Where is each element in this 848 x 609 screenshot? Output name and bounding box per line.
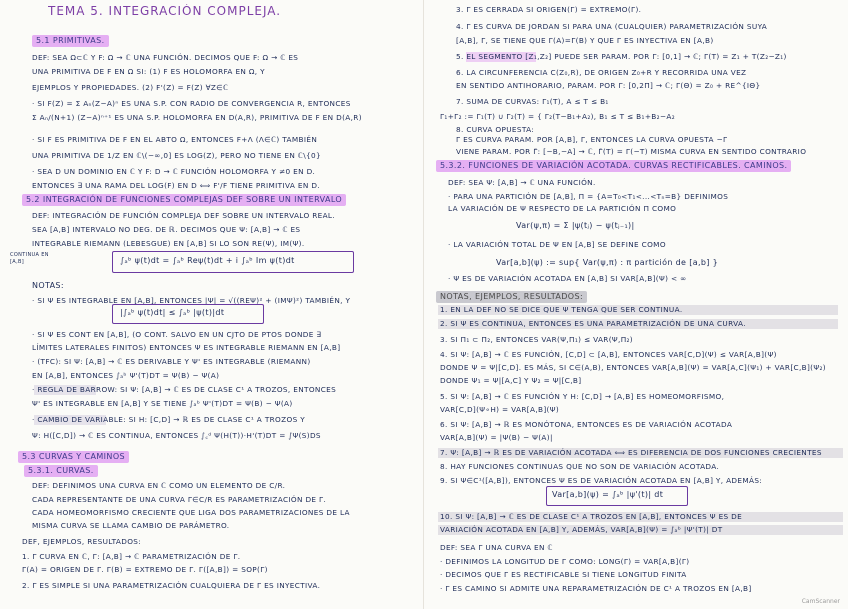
note-line: Γ(A) = ORIGEN DE Γ. Γ(B) = EXTREMO DE Γ. Γ([A,B]) = SOP(Γ) bbox=[22, 565, 268, 574]
note-line: UNA PRIMITIVA DE 1/Z EN ℂ\(−∞,0] ES LOG(Z), PERO NO TIENE EN ℂ\{0} bbox=[32, 151, 322, 160]
note-line: 8. HAY FUNCIONES CONTINUAS QUE NO SON DE VARIACIÓN ACOTADA. bbox=[440, 462, 720, 471]
note-line: 6. LA CIRCUNFERENCIA C(Z₀,R), DE ORIGEN Z₀+R Y RECORRIDA UNA VEZ bbox=[456, 68, 747, 77]
note-line: DEF: INTEGRACIÓN DE FUNCIÓN COMPLEJA DEF SOBRE UN INTERVALO REAL. bbox=[32, 211, 336, 220]
left-column bbox=[0, 0, 423, 609]
note-line: · PARA UNA PARTICIÓN DE [A,B], Π = {A=T₀<T₁<...<Tₙ=B} DEFINIMOS bbox=[448, 192, 729, 201]
note-line: LA VARIACIÓN DE Ψ RESPECTO DE LA PARTICIÓN Π COMO bbox=[448, 204, 677, 213]
note-line: ENTONCES ∃ UNA RAMA DEL LOG(F) EN D ⟺ F'/F TIENE PRIMITIVA EN D. bbox=[32, 181, 320, 190]
note-line: · DEFINIMOS LA LONGITUD DE Γ COMO: LONG(Γ) = VAR[A,B](Γ) bbox=[440, 557, 690, 566]
note-line: EN SENTIDO ANTIHORARIO, PARAM. POR Γ: [0,2Π] → ℂ; Γ(Θ) = Z₀ + RE^{IΘ} bbox=[456, 81, 761, 90]
section-5-3-heading: 5.3 CURVAS Y CAMINOS bbox=[18, 451, 129, 463]
note-line: 7. SUMA DE CURVAS: Γ₁(T), A ≤ T ≤ B₁ bbox=[456, 97, 609, 106]
note-line: · SI F ES PRIMITIVA DE F EN EL ABTO Ω, ENTONCES F+Λ (Λ∈ℂ) TAMBIÉN bbox=[32, 135, 318, 144]
note-line: DEF: SEA Ψ: [A,B] → ℂ UNA FUNCIÓN. bbox=[448, 178, 596, 187]
note-line: 8. CURVA OPUESTA: bbox=[456, 125, 535, 134]
note-line: · Γ ES CAMINO SI ADMITE UNA REPARAMETRIZACIÓN DE C¹ A TROZOS EN [A,B] bbox=[440, 584, 752, 593]
note-line: Σ Aₙ/(N+1) (Z−A)ⁿ⁺¹ ES UNA S.P. HOLOMORFA EN D(A,R), PRIMITIVA DE F EN D(A,R) bbox=[32, 113, 362, 122]
note-line: Γ₁+Γ₂ := Γ₁(T) ∪ Γ₂(T) = { Γ₂(T−B₁+A₂), B₁ ≤ T ≤ B₁+B₂−A₂ bbox=[440, 112, 675, 121]
section-5-2-heading: 5.2 INTEGRACIÓN DE FUNCIONES COMPLEJAS DEF SOBRE UN INTERVALO bbox=[22, 194, 346, 206]
note-line: DONDE Ψ = Ψ|[C,D]. ES MÁS, SI C∈(A,B), ENTONCES VAR[A,B](Ψ) = VAR[A,C](Ψ₁) + VAR[C,B](Ψ₂) bbox=[440, 363, 826, 372]
notes-heading: NOTAS: bbox=[32, 281, 64, 290]
note-line: INTEGRABLE RIEMANN (LEBESGUE) EN [A,B] SI LO SON RE(Ψ), IM(Ψ). bbox=[32, 239, 305, 248]
note-line: · LA VARIACIÓN TOTAL DE Ψ EN [A,B] SE DEFINE COMO bbox=[448, 240, 666, 249]
integral-inequality-formula: |∫ₐᵇ ψ(t)dt| ≤ ∫ₐᵇ |ψ(t)|dt bbox=[120, 308, 225, 317]
note-line: 4. SI Ψ: [A,B] → ℂ ES FUNCIÓN, [C,D] ⊂ [A,B], ENTONCES VAR[C,D](Ψ) ≤ VAR[A,B](Ψ) bbox=[440, 350, 777, 359]
variation-integral-formula: Var[a,b](ψ) = ∫ₐᵇ |ψ'(t)| dt bbox=[552, 490, 664, 499]
total-variation-formula: Var[a,b](ψ) := sup{ Var(ψ,π) : π partición de [a,b] } bbox=[496, 258, 719, 267]
note-line: DEF: SEA Ω⊂ℂ Y F: Ω → ℂ UNA FUNCIÓN. DECIMOS QUE F: Ω → ℂ ES bbox=[32, 53, 299, 62]
note-line: CADA HOMEOMORFISMO CRECIENTE QUE LIGA DOS PARAMETRIZACIONES DE LA bbox=[32, 508, 350, 517]
section-5-1-heading: 5.1 PRIMITIVAS. bbox=[32, 35, 109, 47]
note-line: EJEMPLOS Y PROPIEDADES. (2) F'(Z) = F(Z) ∀Z∈ℂ bbox=[32, 83, 229, 92]
section-5-3-2-heading: 5.3.2. FUNCIONES DE VARIACIÓN ACOTADA. CURVAS RECTIFICABLES. CAMINOS. bbox=[436, 160, 791, 172]
note-line: [A,B], Γ, SE TIENE QUE Γ(A)=Γ(B) Y QUE Γ ES INYECTIVA EN [A,B) bbox=[456, 36, 714, 45]
note-line: Γ ES CURVA PARAM. POR [A,B], Γ, ENTONCES LA CURVA OPUESTA −Γ bbox=[456, 135, 728, 144]
note-line: 4. Γ ES CURVA DE JORDAN SI PARA UNA (CUALQUIER) PARAMETRIZACIÓN SUYA bbox=[456, 22, 768, 31]
right-column bbox=[426, 0, 848, 609]
notes-examples-heading: NOTAS, EJEMPLOS, RESULTADOS: bbox=[436, 291, 587, 303]
note-line: 5. SI Ψ: [A,B] → ℂ ES FUNCIÓN Y H: [C,D] → [A,B] ES HOMEOMORFISMO, bbox=[440, 392, 725, 401]
note-line: DEF, EJEMPLOS, RESULTADOS: bbox=[22, 537, 142, 546]
note-line: · CAMBIO DE VARIABLE: SI H: [C,D] → ℝ ES DE CLASE C¹ A TROZOS Y bbox=[32, 415, 306, 424]
note-line: 10. SI Ψ: [A,B] → ℂ ES DE CLASE C¹ A TROZOS EN [A,B], ENTONCES Ψ ES DE bbox=[440, 512, 743, 521]
note-line: · SI Ψ ES INTEGRABLE EN [A,B], ENTONCES |Ψ| = √((REΨ)² + (IMΨ)²) TAMBIÉN, Y bbox=[32, 296, 351, 305]
note-line: VAR[A,B](Ψ) = |Ψ(B) − Ψ(A)| bbox=[440, 433, 553, 442]
note-line: UNA PRIMITIVA DE F EN Ω SI: (1) F ES HOLOMORFA EN Ω, Y bbox=[32, 67, 265, 76]
note-line: 9. SI Ψ∈C¹([A,B]), ENTONCES Ψ ES DE VARIACIÓN ACOTADA EN [A,B] Y, ADEMÁS: bbox=[440, 476, 763, 485]
note-line: 6. SI Ψ: [A,B] → ℝ ES MONÓTONA, ENTONCES ES DE VARIACIÓN ACOTADA bbox=[440, 420, 733, 429]
integral-definition-formula: ∫ₐᵇ ψ(t)dt = ∫ₐᵇ Reψ(t)dt + i ∫ₐᵇ Im ψ(t)dt bbox=[120, 256, 295, 265]
note-line: Ψ: H([C,D]) → ℂ ES CONTINUA, ENTONCES ∫꜀ᵈ Ψ(H(T))·H'(T)DT = ∫Ψ(S)DS bbox=[32, 431, 321, 440]
note-line: · SI Ψ ES CONT EN [A,B], (O CONT. SALVO EN UN CJTO DE PTOS DONDE ∃ bbox=[32, 330, 322, 339]
note-line: · Ψ ES DE VARIACIÓN ACOTADA EN [A,B] SI VAR[A,B](Ψ) < ∞ bbox=[448, 274, 687, 283]
note-line: 1. EN LA DEF NO SE DICE QUE Ψ TENGA QUE SER CONTINUA. bbox=[440, 305, 683, 314]
note-line: LÍMITES LATERALES FINITOS) ENTONCES Ψ ES INTEGRABLE RIEMANN EN [A,B] bbox=[32, 343, 341, 352]
note-line: · (TFC): SI Ψ: [A,B] → ℂ ES DERIVABLE Y Ψ' ES INTEGRABLE (RIEMANN) bbox=[32, 357, 311, 366]
note-line: EN [A,B], ENTONCES ∫ₐᵇ Ψ'(T)DT = Ψ(B) − Ψ(A) bbox=[32, 371, 220, 380]
note-line: · REGLA DE BARROW: SI Ψ: [A,B] → ℂ ES DE CLASE C¹ A TROZOS, ENTONCES bbox=[32, 385, 337, 394]
margin-note: CONTINUA EN [A,B] bbox=[10, 252, 49, 265]
note-line: DONDE Ψ₁ = Ψ|[A,C] Y Ψ₂ = Ψ|[C,B] bbox=[440, 376, 582, 385]
note-line: MISMA CURVA SE LLAMA CAMBIO DE PARÁMETRO. bbox=[32, 521, 230, 530]
note-line: · SEA D UN DOMINIO EN ℂ Y F: D → ℂ FUNCIÓN HOLOMORFA Y ≠0 EN D. bbox=[32, 167, 316, 176]
note-line: · DECIMOS QUE Γ ES RECTIFICABLE SI TIENE LONGITUD FINITA bbox=[440, 570, 687, 579]
note-line: 3. SI Π₁ ⊂ Π₂, ENTONCES VAR(Ψ,Π₁) ≤ VAR(Ψ,Π₂) bbox=[440, 335, 633, 344]
note-line: Ψ' ES INTEGRABLE EN [A,B] Y SE TIENE ∫ₐᵇ Ψ'(T)DT = Ψ(B) − Ψ(A) bbox=[32, 399, 293, 408]
note-line: 3. Γ ES CERRADA SI ORIGEN(Γ) = EXTREMO(Γ). bbox=[456, 5, 642, 14]
note-line: 1. Γ CURVA EN ℂ, Γ: [A,B] → ℂ PARAMETRIZACIÓN DE Γ. bbox=[22, 552, 241, 561]
note-line: SEA [A,B] INTERVALO NO DEG. DE ℝ. DECIMOS QUE Ψ: [A,B] → ℂ ES bbox=[32, 225, 301, 234]
note-line: DEF: SEA Γ UNA CURVA EN ℂ bbox=[440, 543, 553, 552]
note-line: 5. EL SEGMENTO [Z₁,Z₂] PUEDE SER PARAM. POR Γ: [0,1] → ℂ; Γ(T) = Z₁ + T(Z₂−Z₁) bbox=[456, 52, 787, 61]
variation-formula: Var(ψ,π) = Σ |ψ(tⱼ) − ψ(tⱼ₋₁)| bbox=[516, 221, 635, 230]
note-line: VARIACIÓN ACOTADA EN [A,B] Y, ADEMÁS, VAR[A,B](Ψ) = ∫ₐᵇ |Ψ'(T)| DT bbox=[440, 525, 723, 534]
note-line: DEF: DEFINIMOS UNA CURVA EN ℂ COMO UN ELEMENTO DE C/R. bbox=[32, 481, 286, 490]
section-5-3-1-heading: 5.3.1. CURVAS. bbox=[24, 465, 98, 477]
note-line: · SI F(Z) = Σ Aₙ(Z−A)ⁿ ES UNA S.P. CON RADIO DE CONVERGENCIA R, ENTONCES bbox=[32, 99, 351, 108]
note-line: 2. Γ ES SIMPLE SI UNA PARAMETRIZACIÓN CUALQUIERA DE Γ ES INYECTIVA. bbox=[22, 581, 321, 590]
note-line: CADA REPRESENTANTE DE UNA CURVA Γ∈C/R ES PARAMETRIZACIÓN DE Γ. bbox=[32, 495, 327, 504]
page-title: TEMA 5. INTEGRACIÓN COMPLEJA. bbox=[48, 4, 282, 18]
note-line: VAR[C,D](Ψ∘H) = VAR[A,B](Ψ) bbox=[440, 405, 560, 414]
scanner-watermark: CamScanner bbox=[801, 598, 840, 605]
note-line: 2. SI Ψ ES CONTINUA, ENTONCES ES UNA PARAMETRIZACIÓN DE UNA CURVA. bbox=[440, 319, 746, 328]
note-line: VIENE PARAM. POR Γ̃: [−B,−A] → ℂ, Γ̃(T) = Γ(−T) MISMA CURVA EN SENTIDO CONTRARIO bbox=[456, 147, 807, 156]
note-line: 7. Ψ: [A,B] → ℝ ES DE VARIACIÓN ACOTADA ⟺ ES DIFERENCIA DE DOS FUNCIONES CRECIENTES bbox=[440, 448, 822, 457]
